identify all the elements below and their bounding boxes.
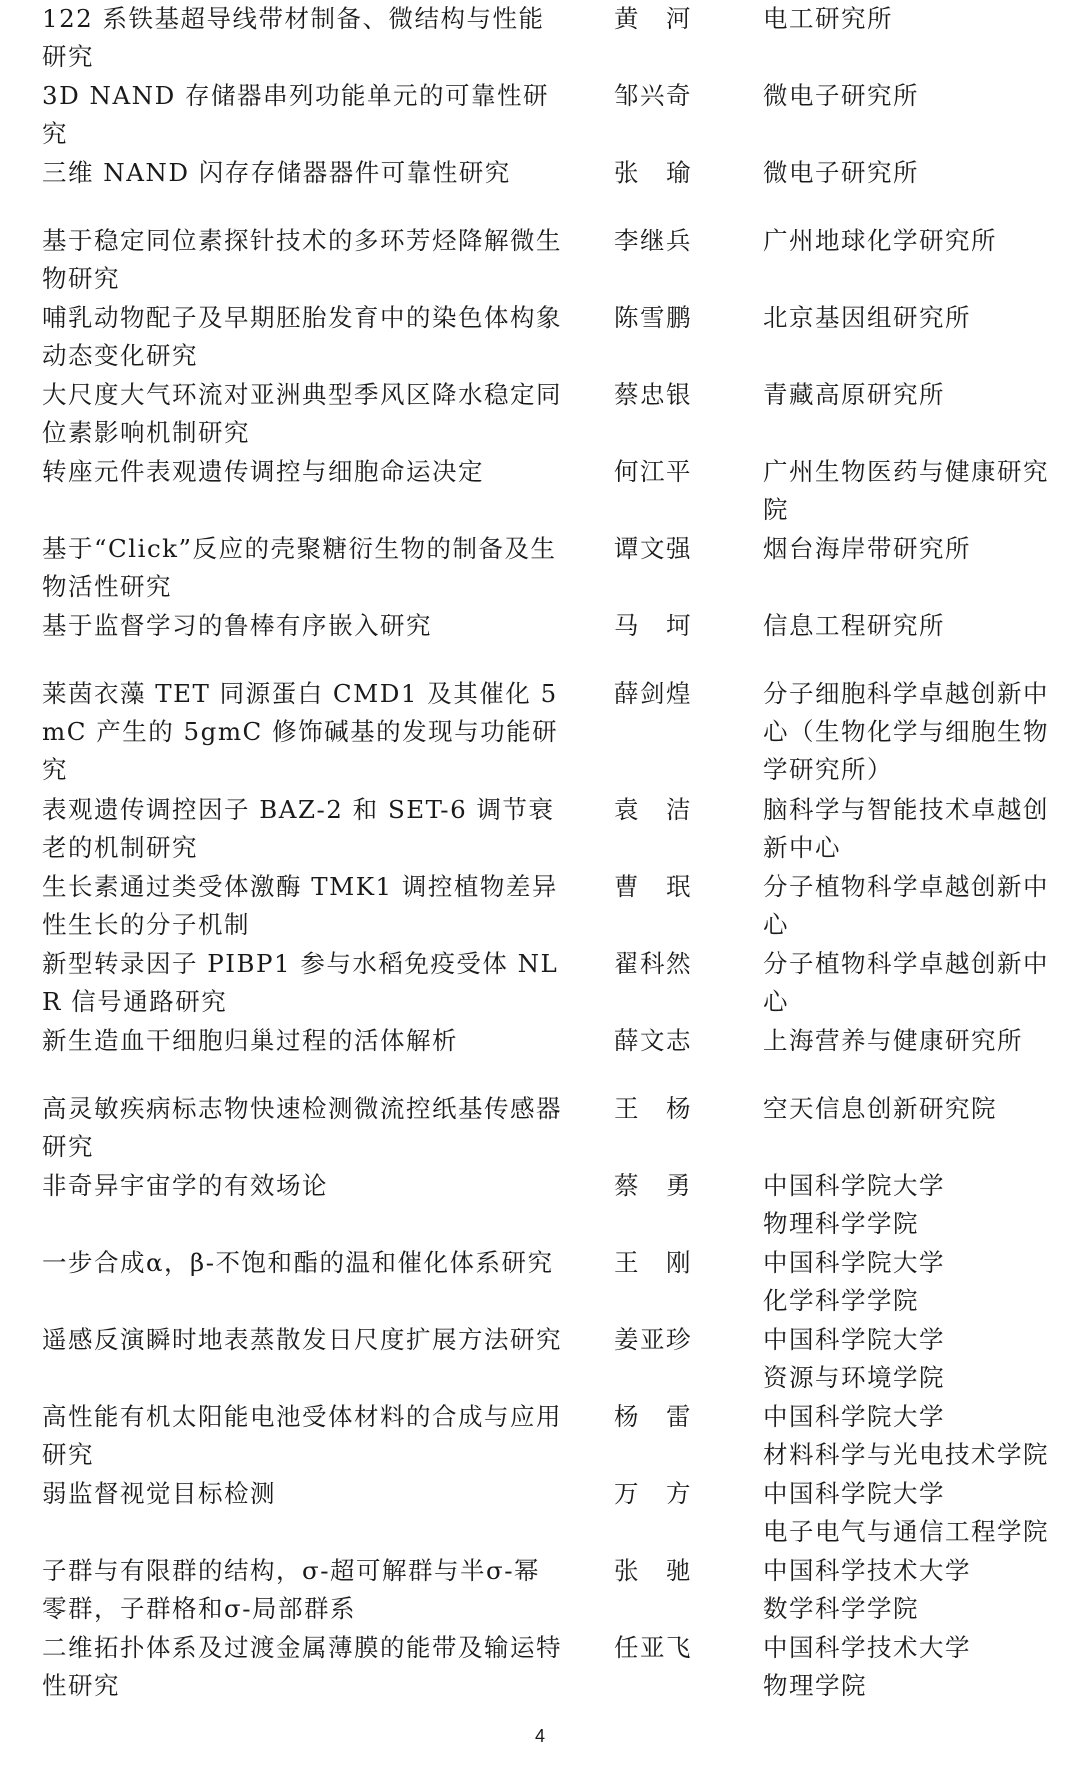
institution-line: 资源与环境学院 [763,1363,945,1392]
institution [763,868,1063,944]
institution-line: 学研究所） [763,755,893,784]
institution [763,607,1063,645]
institution-line: 广州生物医药与健康研究 [763,457,1049,486]
awardee-name: 李继兵 [614,226,692,255]
institution-line: 中国科学技术大学 [763,1556,971,1585]
institution [763,453,1063,529]
institution-line: 北京基因组研究所 [763,303,971,332]
institution [763,1475,1063,1551]
institution-line: 院 [763,495,789,524]
awardee-name: 王 杨 [614,1094,692,1123]
project-title: 生长素通过类受体激酶 TMK1 调控植物差异性生长的分子机制 [42,872,558,939]
project-title: 新生造血干细胞归巢过程的活体解析 [42,1026,458,1055]
project-title: 一步合成α，β-不饱和酯的温和催化体系研究 [42,1248,554,1277]
institution [763,1552,1063,1628]
institution-line: 分子植物科学卓越创新中 [763,872,1049,901]
institution-line: 中国科学院大学 [763,1171,945,1200]
institution [763,1244,1063,1320]
institution [763,945,1063,1021]
institution-line: 分子细胞科学卓越创新中 [763,679,1049,708]
institution-line: 心（生物化学与细胞生物 [763,717,1049,746]
institution-line: 中国科学院大学 [763,1479,945,1508]
institution [763,1321,1063,1397]
institution-line: 电工研究所 [763,4,893,33]
institution-line: 物理科学学院 [763,1209,919,1238]
awardee-name: 王 刚 [614,1248,692,1277]
project-title: 莱茵衣藻 TET 同源蛋白 CMD1 及其催化 5mC 产生的 5gmC 修饰碱基的发现与功能研究 [42,679,559,784]
awardee-name: 马 坷 [614,611,692,640]
project-title: 遥感反演瞬时地表蒸散发日尺度扩展方法研究 [42,1325,562,1354]
awardee-name: 杨 雷 [614,1402,692,1431]
awardee-name: 薛剑煌 [614,679,692,708]
institution-line: 烟台海岸带研究所 [763,534,971,563]
institution-line: 青藏高原研究所 [763,380,945,409]
institution-line: 信息工程研究所 [763,611,945,640]
institution-line: 心 [763,987,789,1016]
institution-line: 中国科学技术大学 [763,1633,971,1662]
awardee-name: 薛文志 [614,1026,692,1055]
awardee-name: 谭文强 [614,534,692,563]
institution [763,299,1063,337]
project-title: 子群与有限群的结构，σ-超可解群与半σ-幂零群，子群格和σ-局部群系 [42,1556,541,1623]
institution-line: 电子电气与通信工程学院 [763,1517,1049,1546]
institution [763,675,1063,789]
institution-line: 脑科学与智能技术卓越创 [763,795,1049,824]
project-title: 弱监督视觉目标检测 [42,1479,276,1508]
institution [763,530,1063,568]
page-number: 4 [534,1726,545,1746]
institution [763,0,1063,38]
institution [763,77,1063,115]
awardee-name: 张 驰 [614,1556,692,1585]
institution [763,791,1063,867]
project-title: 3D NAND 存储器串列功能单元的可靠性研究 [42,81,550,148]
awardee-name: 蔡忠银 [614,380,692,409]
project-title: 表观遗传调控因子 BAZ-2 和 SET-6 调节衰老的机制研究 [42,795,555,862]
institution [763,1167,1063,1243]
project-title: 转座元件表观遗传调控与细胞命运决定 [42,457,484,486]
project-title: 大尺度大气环流对亚洲典型季风区降水稳定同位素影响机制研究 [42,380,562,447]
project-title: 高性能有机太阳能电池受体材料的合成与应用研究 [42,1402,562,1469]
awardee-name: 万 方 [614,1479,692,1508]
institution-line: 上海营养与健康研究所 [763,1026,1023,1055]
institution-line: 新中心 [763,833,841,862]
project-title: 二维拓扑体系及过渡金属薄膜的能带及输运特性研究 [42,1633,562,1700]
project-title: 高灵敏疾病标志物快速检测微流控纸基传感器研究 [42,1094,562,1161]
institution-line: 广州地球化学研究所 [763,226,997,255]
institution-line: 数学科学学院 [763,1594,919,1623]
institution [763,1398,1063,1474]
project-title: 三维 NAND 闪存存储器器件可靠性研究 [42,158,511,187]
project-title: 非奇异宇宙学的有效场论 [42,1171,328,1200]
awardee-name: 任亚飞 [614,1633,692,1662]
institution-line: 物理学院 [763,1671,867,1700]
project-title: 哺乳动物配子及早期胚胎发育中的染色体构象动态变化研究 [42,303,562,370]
project-title: 基于监督学习的鲁棒有序嵌入研究 [42,611,432,640]
institution [763,222,1063,260]
institution-line: 分子植物科学卓越创新中 [763,949,1049,978]
awardee-name: 袁 洁 [614,795,692,824]
project-title: 新型转录因子 PIBP1 参与水稻免疫受体 NLR 信号通路研究 [42,949,559,1016]
awardee-name: 黄 河 [614,4,692,33]
project-title: 122 系铁基超导线带材制备、微结构与性能研究 [42,4,545,71]
awardee-name: 翟科然 [614,949,692,978]
institution [763,154,1063,192]
institution [763,1022,1063,1060]
project-title: 基于“Click”反应的壳聚糖衍生物的制备及生物活性研究 [42,534,557,601]
institution-line: 材料科学与光电技术学院 [763,1440,1049,1469]
institution-line: 中国科学院大学 [763,1402,945,1431]
institution-line: 中国科学院大学 [763,1248,945,1277]
awardee-name: 邹兴奇 [614,81,692,110]
institution-line: 微电子研究所 [763,81,919,110]
institution-line: 微电子研究所 [763,158,919,187]
institution [763,1090,1063,1128]
institution-line: 化学科学学院 [763,1286,919,1315]
awardee-name: 陈雪鹏 [614,303,692,332]
awardee-name: 蔡 勇 [614,1171,692,1200]
institution-line: 中国科学院大学 [763,1325,945,1354]
institution-line: 空天信息创新研究院 [763,1094,997,1123]
project-title: 基于稳定同位素探针技术的多环芳烃降解微生物研究 [42,226,562,293]
awardee-name: 姜亚珍 [614,1325,692,1354]
awardee-name: 曹 珉 [614,872,692,901]
institution-line: 心 [763,910,789,939]
awardee-name: 张 瑜 [614,158,692,187]
institution [763,1629,1063,1705]
institution [763,376,1063,414]
awardee-name: 何江平 [614,457,692,486]
